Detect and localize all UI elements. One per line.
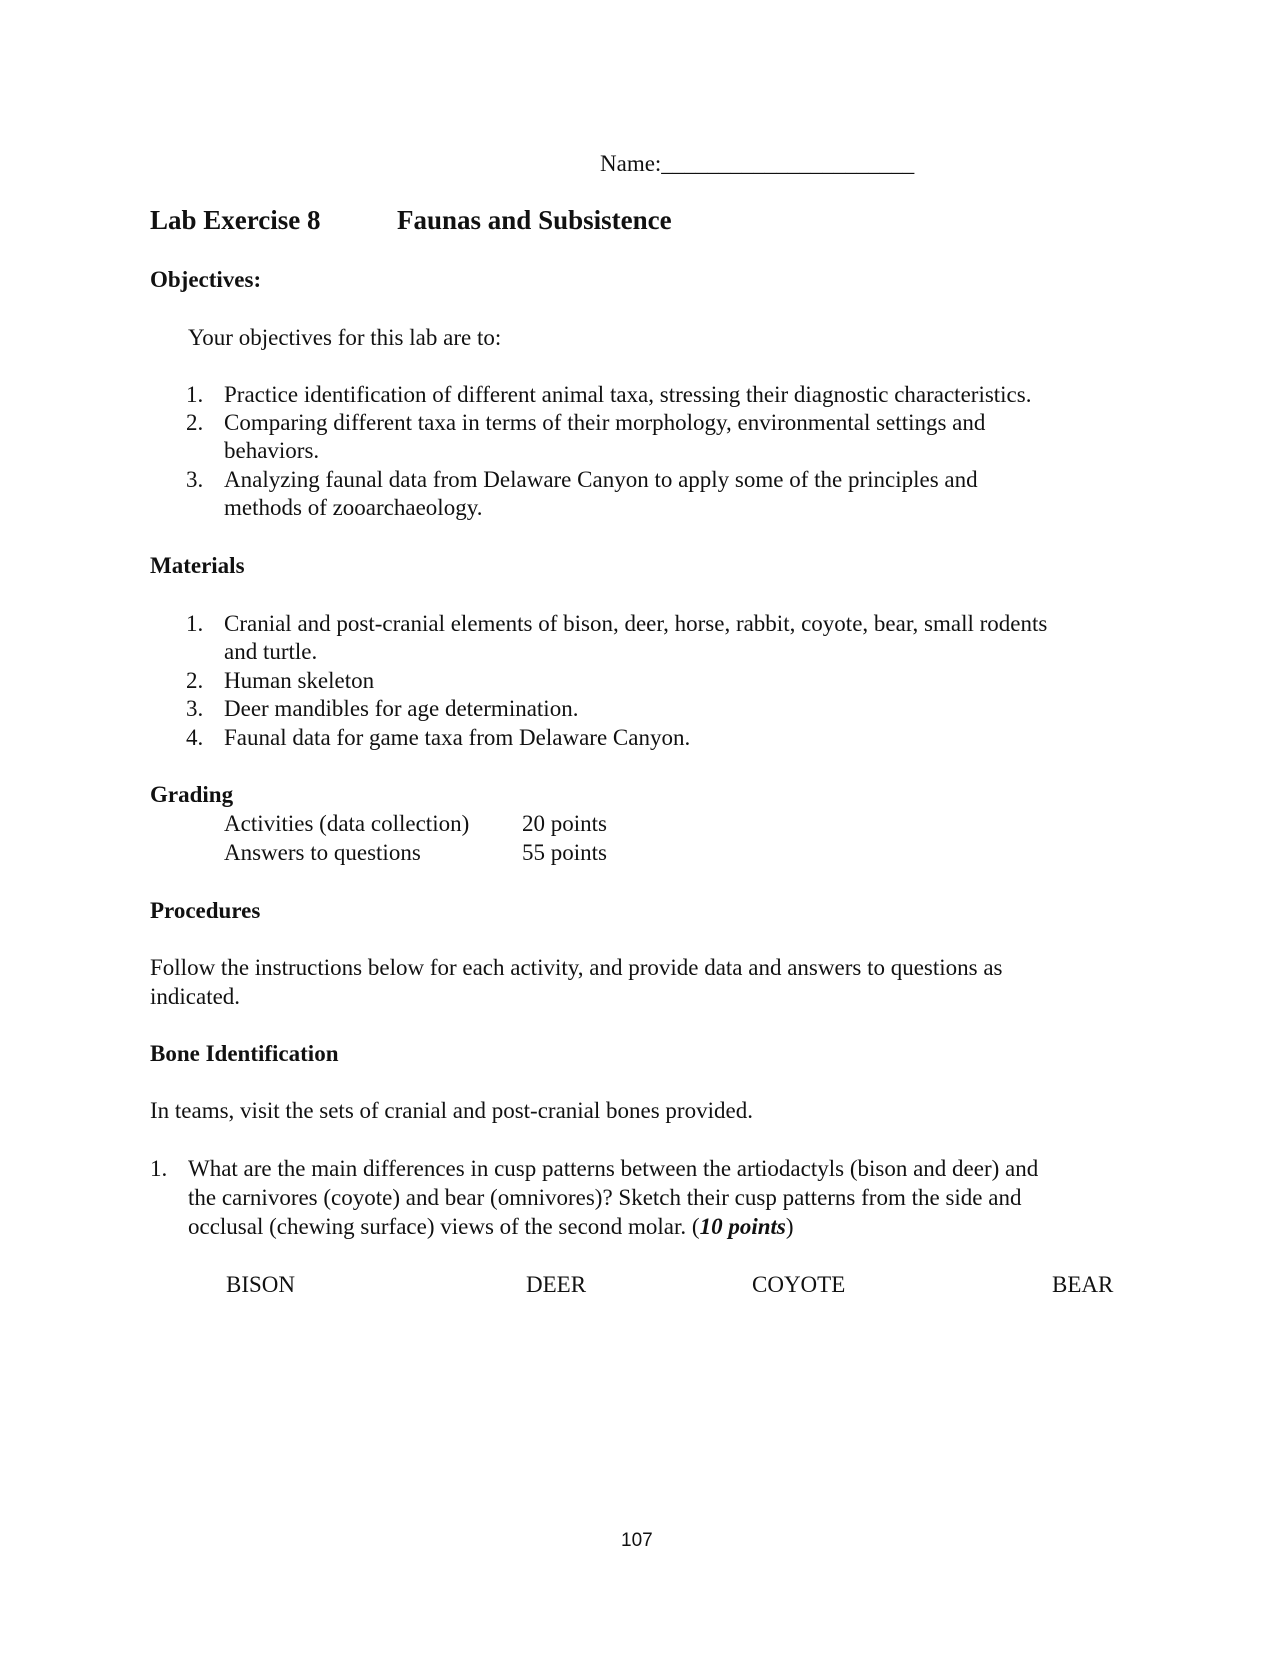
material-number: 1. [186,611,204,636]
objective-number: 1. [186,382,204,407]
question-number: 1. [150,1156,168,1181]
bone-identification-intro: In teams, visit the sets of cranial and post-cranial bones provided. [150,1098,753,1123]
page-number: 107 [621,1530,653,1551]
materials-heading: Materials [150,553,245,578]
material-item: Deer mandibles for age determination. [224,696,579,721]
taxon-label-bison: BISON [226,1272,296,1297]
name-field[interactable]: Name:______________________ [600,151,915,176]
objective-number: 2. [186,410,204,435]
procedures-heading: Procedures [150,898,261,923]
material-number: 4. [186,725,204,750]
objective-number: 3. [186,467,204,492]
question-text-continued: the carnivores (coyote) and bear (omnivores)? Sketch their cusp patterns from the side and [188,1185,1022,1210]
question-points: 10 points [699,1214,786,1239]
material-item: Faunal data for game taxa from Delaware Canyon. [224,725,691,750]
taxon-label-deer: DEER [526,1272,587,1297]
question-text-continued [188,1213,794,1241]
procedures-text: Follow the instructions below for each activity, and provide data and answers to questions as [150,955,1003,980]
grading-points: 20 points [522,811,607,836]
objectives-heading: Objectives: [150,267,262,292]
material-item: Human skeleton [224,668,375,693]
taxon-label-coyote: COYOTE [752,1272,846,1297]
objective-item-continued: methods of zooarchaeology. [224,495,483,520]
objective-item-continued: behaviors. [224,438,320,463]
taxon-label-bear: BEAR [1052,1272,1114,1297]
material-item: Cranial and post-cranial elements of bison, deer, horse, rabbit, coyote, bear, small rodents [224,611,1048,636]
material-number: 3. [186,696,204,721]
question-text-segment: ) [785,1214,794,1239]
question-text: What are the main differences in cusp patterns between the artiodactyls (bison and deer) and [188,1156,1039,1181]
bone-identification-heading: Bone Identification [150,1041,339,1066]
material-item-continued: and turtle. [224,639,318,664]
grading-points: 55 points [522,840,607,865]
material-number: 2. [186,668,204,693]
objective-item: Comparing different taxa in terms of their morphology, environmental settings and [224,410,986,435]
procedures-text-continued: indicated. [150,984,241,1009]
question-text-segment: occlusal (chewing surface) views of the second molar. ( [188,1214,700,1239]
exercise-title: Faunas and Subsistence [397,205,672,235]
objective-item: Practice identification of different animal taxa, stressing their diagnostic characteristics. [224,382,1032,407]
grading-label: Activities (data collection) [224,811,470,836]
exercise-number: Lab Exercise 8 [150,205,321,235]
objective-item: Analyzing faunal data from Delaware Canyon to apply some of the principles and [224,467,978,492]
grading-heading: Grading [150,782,234,807]
objectives-intro: Your objectives for this lab are to: [188,325,502,350]
grading-label: Answers to questions [224,840,421,865]
